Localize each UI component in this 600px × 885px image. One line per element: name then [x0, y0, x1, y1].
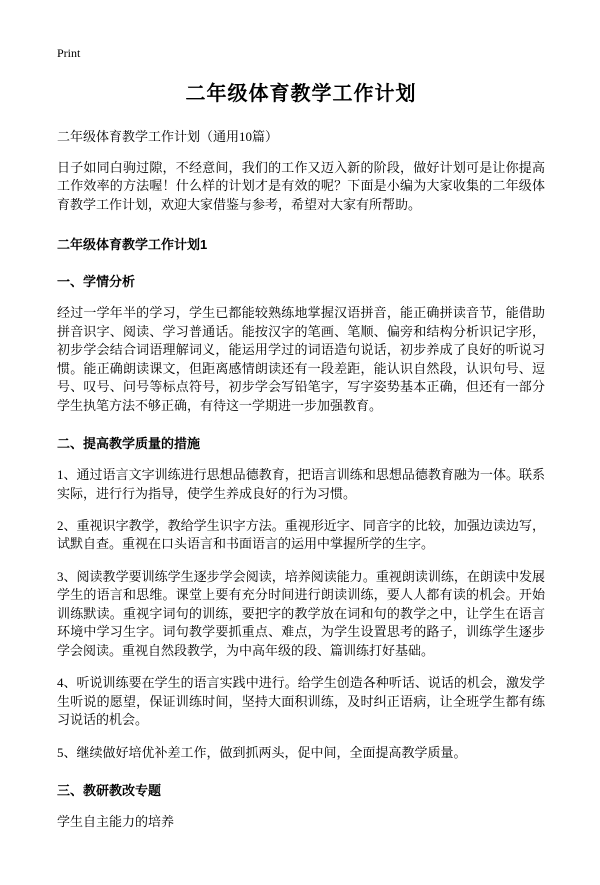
section-heading: 三、教研教改专题	[57, 782, 162, 798]
paragraph: 1、通过语言文字训练进行思想品德教育，把语言训练和思想品德教育融为一体。联系实际，进行行为指导，使学生养成良好的行为习惯。	[57, 467, 545, 501]
print-button[interactable]: Print	[57, 46, 81, 60]
section-heading: 一、学情分析	[57, 274, 136, 290]
paragraph: 4、听说训练要在学生的语言实践中进行。给学生创造各种听话、说话的机会，激发学生听说的愿望，保证训练时间，坚持大面积训练，及时纠正语病，让全班学生都有练习说话的机会。	[57, 675, 545, 728]
paragraph: 3、阅读教学要训练学生逐步学会阅读，培养阅读能力。重视朗读训练，在朗读中发展学生的语言和思维。课堂上要有充分时间进行朗读训练，要人人都有读的机会。开始训练默读。重视字词句的训练，要把字的教学放在词和句的教学之中，让学生在语言环境中学习生字。词句教学要抓重点、难点，为学生设置思考的路子，训练学生逐步学会阅读。重视自然段教学，为中高年级的段、篇训练打好基础。	[57, 568, 545, 658]
intro-paragraph: 日子如同白驹过隙，不经意间，我们的工作又迈入新的阶段，做好计划可是让你提高工作效率的方法喔！什么样的计划才是有效的呢？下面是小编为大家收集的二年级体育教学工作计划，欢迎大家借鉴与参考，希望对大家有所帮助。	[57, 160, 545, 212]
paragraph: 2、重视识字教学，教给学生识字方法。重视形近字、同音字的比较，加强边读边写，试默自查。重视在口头语言和书面语言的运用中掌握所学的生字。	[57, 517, 545, 552]
page-title: 二年级体育教学工作计划	[185, 83, 417, 105]
paragraph: 学生自主能力的培养	[57, 813, 175, 829]
section-heading: 二、提高教学质量的措施	[57, 436, 201, 452]
section-heading: 二年级体育教学工作计划1	[57, 237, 208, 253]
document-subtitle: 二年级体育教学工作计划（通用10篇）	[57, 129, 279, 144]
paragraph: 5、继续做好培优补差工作，做到抓两头，促中间，全面提高教学质量。	[57, 744, 467, 760]
paragraph: 经过一学年半的学习，学生已都能较熟练地掌握汉语拼音，能正确拼读音节，能借助拼音识字、阅读、学习普通话。能按汉字的笔画、笔顺、偏旁和结构分析识记字形，初步学会结合词语理解词义，能运用学过的词语造句说话，初步养成了良好的听说习惯。能正确朗读课文，但距离感情朗读还有一段差距，能认识自然段，认识句号、逗号、叹号、问号等标点符号，初步学会写铅笔字，写字姿势基本正确，但还有一部分学生执笔方法不够正确，有待这一学期进一步加强教育。	[57, 305, 545, 413]
